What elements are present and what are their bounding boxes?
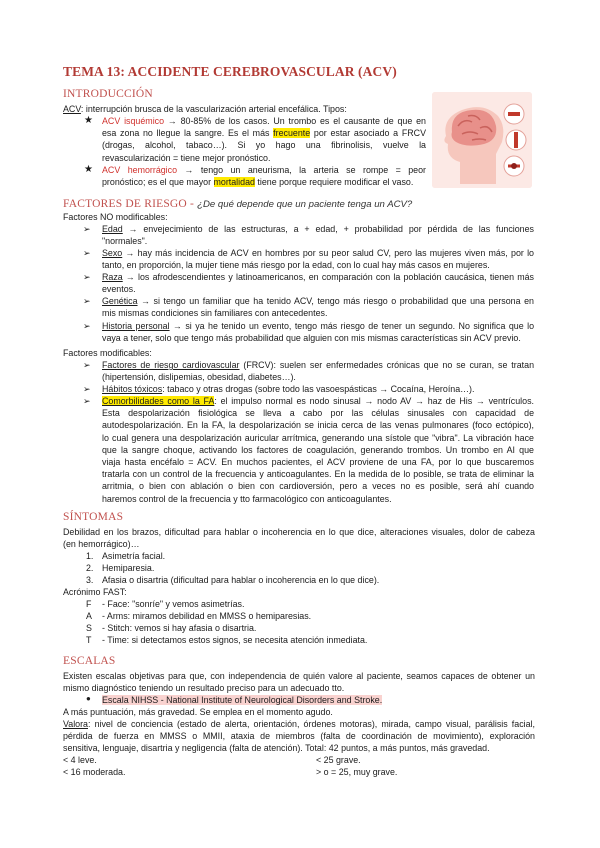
- fast-label: Acrónimo FAST:: [63, 587, 127, 597]
- nihss-item: [102, 694, 382, 706]
- factores-question: ¿De qué depende que un paciente tenga un ACV?: [197, 199, 413, 210]
- acv-isquemico-item: ACV isquémico → 80-85% de los casos. Un trombo es el causante de que en esa zona no llegue la sangre. Es el más frecuente por estar asociado a FRCV (drogas, alcohol, tabaco…). Si yo hago una fibrinolisis, vuelve la revascularización = tiene mejor pronóstico.: [102, 116, 426, 163]
- puntuacion-text: A más puntuación, más gravedad. Se emplea en el momento agudo.: [63, 707, 333, 717]
- grade-right: > o = 25, muy grave.: [316, 767, 398, 777]
- nihss-highlight: Escala NIHSS - National Institute of Neurological Disorders and Stroke.: [102, 695, 383, 705]
- sintoma-num: 2.: [86, 563, 94, 573]
- arrow-bullet-icon: ➢: [83, 360, 91, 370]
- fast-letter: S: [86, 623, 92, 633]
- sintoma-num: 1.: [86, 551, 94, 561]
- arrow-bullet-icon: ➢: [83, 296, 91, 306]
- acv-hemorragico-item: ACV hemorrágico → tengo un aneurisma, la arteria se rompe = peor pronóstico; es el que mayor mortalidad tiene porque requiere modificar el vaso.: [102, 165, 426, 188]
- star-bullet-icon: ★: [84, 115, 93, 126]
- star-bullet-icon: ★: [84, 164, 93, 175]
- fast-item: - Face: "sonríe" y vemos asimetrías.: [102, 599, 245, 609]
- brain-head-illustration-icon: [432, 92, 532, 188]
- acv-term: ACV: [63, 104, 81, 114]
- fast-item: - Stitch: vemos si hay afasia o disartria.: [102, 623, 257, 633]
- arrow-bullet-icon: ➢: [83, 272, 91, 282]
- factor-raza: Raza → los afrodescendientes y latinoamericanos, en comparación con la población caucásica, tienen más eventos.: [102, 272, 534, 295]
- escalas-intro: Existen escalas objetivas para que, con independencia de quién valore al paciente, seamos capaces de obtener un mismo diagnóstico teniendo un resultado preciso para un adecuado tto.: [63, 671, 535, 694]
- arrow-bullet-icon: ➢: [83, 224, 91, 234]
- sintoma-num: 3.: [86, 575, 94, 585]
- factor-historia-personal: Historia personal → si ya he tenido un evento, tengo más riesgo de tener un segundo. No significa que lo vaya a tener, solo que tengo más probabilidad que alguien con mis mismas características sin ACV previo.: [102, 321, 534, 344]
- sintomas-heading: SÍNTOMAS: [63, 511, 124, 523]
- factor-frcv: Factores de riesgo cardiovascular (FRCV): suelen ser enfermedades crónicas que no se curan, se tratan (hipertensión, dislipemias, obesidad, diabetes…).: [102, 360, 534, 383]
- intro-heading: INTRODUCCIÓN: [63, 88, 153, 100]
- grade-left: < 16 moderada.: [63, 767, 126, 777]
- acv-hemorragico-label: ACV hemorrágico: [102, 165, 178, 175]
- mortalidad-highlight: mortalidad: [213, 177, 255, 188]
- factor-edad: Edad → envejecimiento de las estructuras, a + edad, + probabilidad por pérdida de las funciones "normales".: [102, 224, 534, 247]
- arrow-bullet-icon: ➢: [83, 248, 91, 258]
- acv-isquemico-label: ACV isquémico: [102, 116, 165, 126]
- grade-left: < 4 leve.: [63, 755, 97, 765]
- arrow-bullet-icon: ➢: [83, 396, 91, 406]
- arrow-bullet-icon: ➢: [83, 384, 91, 394]
- round-bullet-icon: ●: [86, 694, 91, 703]
- sintoma-item: Hemiparesia.: [102, 563, 155, 573]
- modificables-label: Factores modificables:: [63, 348, 152, 358]
- factor-habitos-toxicos: Hábitos tóxicos: tabaco y otras drogas (sobre todo las vasoespásticas → Cocaína, Heroína…).: [102, 384, 475, 394]
- escalas-heading: ESCALAS: [63, 655, 116, 667]
- fa-highlight: Comorbilidades como la FA: [102, 396, 215, 406]
- fast-item: - Arms: miramos debilidad en MMSS o hemiparesias.: [102, 611, 312, 621]
- sintoma-item: Afasia o disartria (dificultad para hablar o incoherencia en lo que dice).: [102, 575, 380, 585]
- factor-comorbilidades-fa: Comorbilidades como la FA: el impulso normal es nodo sinusal → nodo AV → haz de His → ventrículos. Esta despolarización fisiológica se lleva a cabo por las células sinusales con capacidad de autodespolarización. En la FA, la despolarización se inicia cerca de las venas pulmonares (foco ectópico), lo cual genera una despolarización auricular arrítmica, generando una sístole que "vibra". La vibración hace que la sangre choque, activando los factores de coagulación, generando trombos. Un trombo en AI que viaja hasta encéfalo = ACV. En muchos pacientes, el ACV proviene de una FA, por lo que buscaremos tratarla con un control de la frecuencia y anticoagulantes. En la medida de lo posible, se trata de eliminar la arritmia, o bien con ablación o bien con cardioversión, pero a veces no es posible, será ahí cuando haremos control de la frecuencia y tto farmacológico con anticoagulantes.: [102, 396, 534, 504]
- valora-text: Valora: nivel de conciencia (estado de alerta, orientación, órdenes motoras), mirada, campo visual, parálisis facial, pérdida de fuerza en MMSS o MMII, ataxia de miembros (falta de coordinación de movimiento), exploración sensitiva, lenguaje, disartria y negligencia (falta de atención). Total: 42 puntos, a más puntos, más gravedad.: [63, 719, 535, 754]
- no-modificables-label: Factores NO modificables:: [63, 212, 168, 222]
- acv-definition: ACV: interrupción brusca de la vascularización arterial encefálica. Tipos:: [63, 104, 347, 114]
- fast-letter: F: [86, 599, 92, 609]
- sintoma-item: Asimetría facial.: [102, 551, 166, 561]
- fast-item: - Time: si detectamos estos signos, se necesita atención inmediata.: [102, 635, 368, 645]
- fast-letter: T: [86, 635, 92, 645]
- grade-right: < 25 grave.: [316, 755, 361, 765]
- sintomas-intro: Debilidad en los brazos, dificultad para hablar o incoherencia en lo que dice, alteraciones visuales, dolor de cabeza (en hemorrágico)…: [63, 527, 535, 550]
- page-title: TEMA 13: ACCIDENTE CEREBROVASCULAR (ACV): [63, 64, 397, 79]
- factor-sexo: Sexo → hay más incidencia de ACV en hombres por su peor salud CV, pero las mujeres viven más, por lo tanto, en proporción, la mujer tiene más riesgo por la edad, con lo cual hay más casos en mujeres.: [102, 248, 534, 271]
- factor-genetica: Genética → si tengo un familiar que ha tenido ACV, tengo más riesgo o probabilidad que una persona en mis mismas condiciones sin familiares con antecedentes.: [102, 296, 534, 319]
- factores-heading: FACTORES DE RIESGO - ¿De qué depende que un paciente tenga un ACV?: [63, 198, 413, 210]
- fast-letter: A: [86, 611, 92, 621]
- frecuente-highlight: frecuente: [273, 128, 311, 139]
- arrow-bullet-icon: ➢: [83, 321, 91, 331]
